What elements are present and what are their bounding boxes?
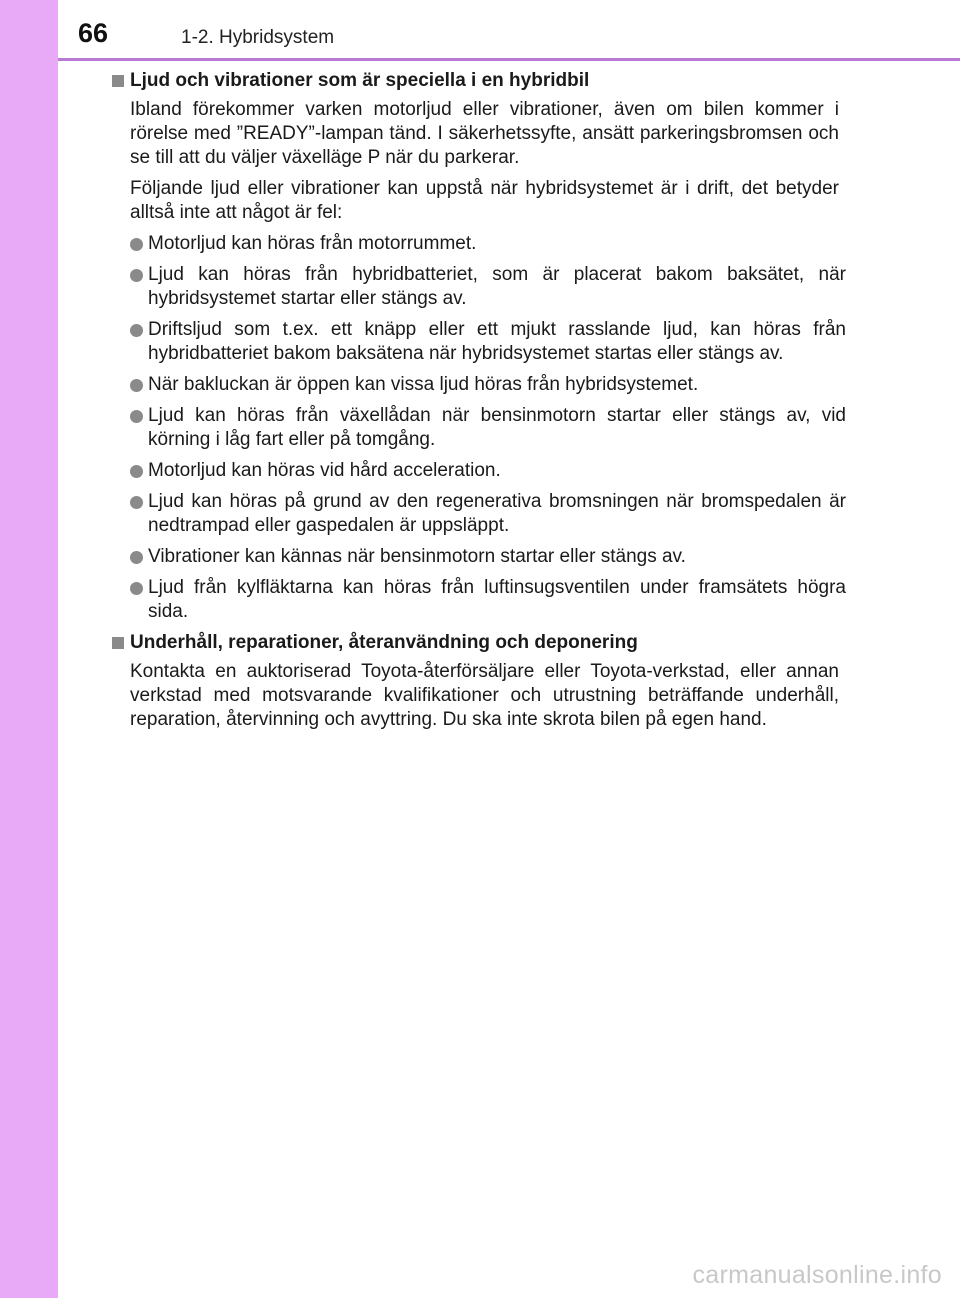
square-bullet-icon bbox=[112, 637, 124, 649]
header-divider bbox=[58, 58, 960, 61]
section-heading-maintenance bbox=[111, 631, 846, 655]
list-item bbox=[130, 318, 846, 366]
list-item bbox=[130, 459, 846, 483]
list-item-text: När bakluckan är öppen kan vissa ljud höras från hybridsystemet. bbox=[148, 374, 699, 395]
list-item-text: Motorljud kan höras vid hård acceleration. bbox=[148, 460, 501, 481]
circle-bullet-icon bbox=[130, 324, 143, 337]
side-color-band bbox=[0, 0, 58, 1298]
circle-bullet-icon bbox=[130, 269, 143, 282]
list-item-text: Ljud från kylfläktarna kan höras från luftinsugsventilen under framsätets högra sida. bbox=[148, 577, 846, 622]
list-item-text: Motorljud kan höras från motorrummet. bbox=[148, 233, 477, 254]
list-item bbox=[130, 263, 846, 311]
watermark: carmanualsonline.info bbox=[692, 1261, 942, 1289]
paragraph: Kontakta en auktoriserad Toyota-återförsäljare eller Toyota-verkstad, eller annan verkstad med motsvarande kvalifikationer och utrustning beträffande underhåll, reparation, återvinning och avyttring. Du ska inte skrota bilen på egen hand. bbox=[130, 661, 839, 730]
list-item-text: Vibrationer kan kännas när bensinmotorn startar eller stängs av. bbox=[148, 546, 686, 567]
list-item bbox=[130, 545, 846, 569]
circle-bullet-icon bbox=[130, 496, 143, 509]
paragraph: Följande ljud eller vibrationer kan uppstå när hybridsystemet är i drift, det betyder alltså inte att något är fel: bbox=[130, 178, 839, 223]
circle-bullet-icon bbox=[130, 582, 143, 595]
list-item-text: Ljud kan höras från växellådan när bensinmotorn startar eller stängs av, vid körning i låg fart eller på tomgång. bbox=[148, 405, 846, 450]
heading-text: Ljud och vibrationer som är speciella i en hybridbil bbox=[130, 70, 590, 91]
paragraph: Ibland förekommer varken motorljud eller vibrationer, även om bilen kommer i rörelse med ”READY”-lampan tänd. I säkerhetssyfte, ansätt parkeringsbromsen och se till att du väljer växelläge P när du parkerar. bbox=[130, 99, 839, 168]
list-item bbox=[130, 490, 846, 538]
circle-bullet-icon bbox=[130, 410, 143, 423]
list-item bbox=[130, 232, 846, 256]
list-item-text: Ljud kan höras från hybridbatteriet, som är placerat bakom baksätet, när hybridsystemet startar eller stängs av. bbox=[148, 264, 846, 309]
section-title: 1-2. Hybridsystem bbox=[181, 27, 335, 48]
list-item bbox=[130, 576, 846, 624]
square-bullet-icon bbox=[112, 75, 124, 87]
circle-bullet-icon bbox=[130, 238, 143, 251]
list-item bbox=[130, 373, 846, 397]
section-heading-sounds bbox=[111, 69, 846, 93]
list-item-text: Driftsljud som t.ex. ett knäpp eller ett mjukt rasslande ljud, kan höras från hybridbatteriet bakom baksätena när hybridsystemet startas eller stängs av. bbox=[148, 319, 846, 364]
circle-bullet-icon bbox=[130, 465, 143, 478]
list-item-text: Ljud kan höras på grund av den regenerativa bromsningen när bromspedalen är nedtrampad eller gaspedalen är uppsläppt. bbox=[148, 491, 846, 536]
list-item bbox=[130, 404, 846, 452]
page-number: 66 bbox=[78, 18, 109, 48]
circle-bullet-icon bbox=[130, 379, 143, 392]
circle-bullet-icon bbox=[130, 551, 143, 564]
page-content bbox=[111, 69, 846, 739]
heading-text: Underhåll, reparationer, återanvändning och deponering bbox=[130, 632, 638, 653]
